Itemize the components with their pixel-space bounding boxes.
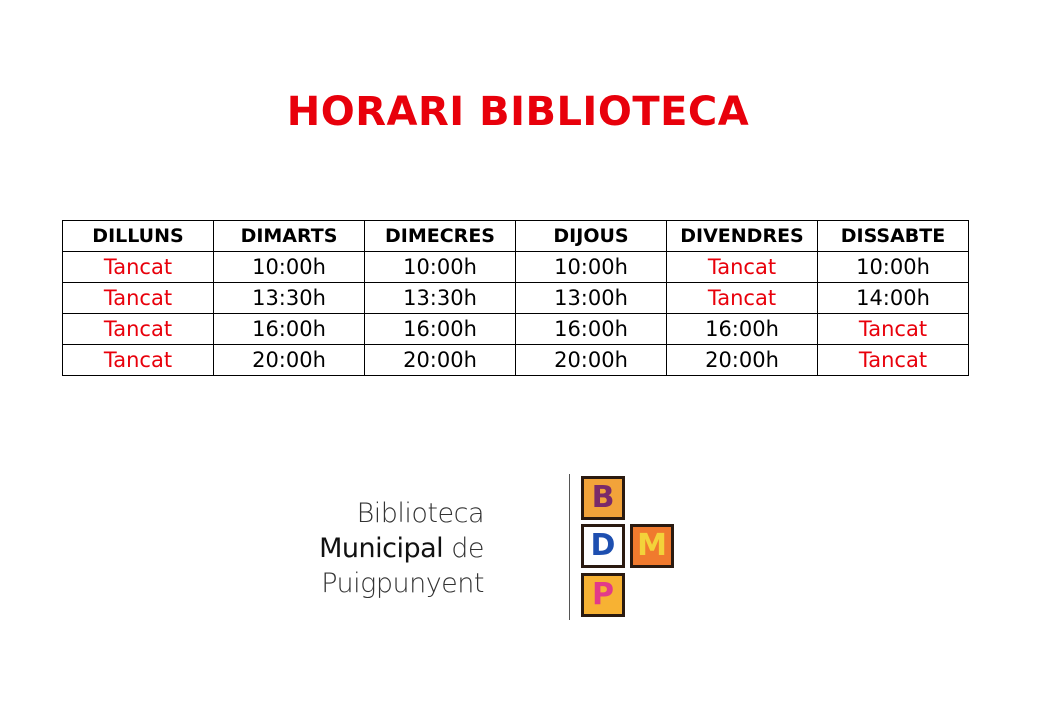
logo-line-2 (319, 531, 484, 566)
logo-line-2-strong: Municipal (319, 533, 444, 564)
table-cell: Tancat (63, 314, 214, 345)
schedule-table (62, 220, 969, 376)
table-cell: 10:00h (516, 252, 667, 283)
table-cell: 14:00h (818, 283, 969, 314)
table-row (63, 283, 969, 314)
logo-line-3: Puigpunyent (321, 568, 484, 599)
table-cell: Tancat (63, 345, 214, 376)
header-saturday: DISSABTE (818, 221, 969, 252)
header-friday: DIVENDRES (667, 221, 818, 252)
header-monday: DILLUNS (63, 221, 214, 252)
table-cell: 13:30h (214, 283, 365, 314)
table-cell: 13:30h (365, 283, 516, 314)
table-cell: Tancat (818, 345, 969, 376)
table-cell: 16:00h (667, 314, 818, 345)
page-title: HORARI BIBLIOTECA (286, 89, 750, 135)
logo-tile-d: D (581, 524, 625, 568)
table-cell: 10:00h (818, 252, 969, 283)
table-cell: 16:00h (365, 314, 516, 345)
table-cell: Tancat (667, 252, 818, 283)
table-row (63, 314, 969, 345)
table-cell: 16:00h (214, 314, 365, 345)
logo-line-1: Biblioteca (356, 498, 484, 529)
table-cell: 16:00h (516, 314, 667, 345)
table-cell: Tancat (63, 252, 214, 283)
table-cell: 10:00h (365, 252, 516, 283)
logo-line-2-rest: de (443, 533, 484, 564)
library-logo (319, 472, 678, 622)
table-cell: 20:00h (667, 345, 818, 376)
table-cell: 10:00h (214, 252, 365, 283)
header-thursday: DIJOUS (516, 221, 667, 252)
table-cell: Tancat (667, 283, 818, 314)
table-row (63, 345, 969, 376)
table-cell: Tancat (63, 283, 214, 314)
table-header-row (63, 221, 969, 252)
logo-tile-m: M (630, 524, 674, 568)
header-tuesday: DIMARTS (214, 221, 365, 252)
table-cell: Tancat (818, 314, 969, 345)
table-cell: 20:00h (365, 345, 516, 376)
table-row (63, 252, 969, 283)
table-cell: 20:00h (516, 345, 667, 376)
table-cell: 13:00h (516, 283, 667, 314)
header-wednesday: DIMECRES (365, 221, 516, 252)
logo-tile-p: P (581, 573, 625, 617)
logo-wordmark (319, 496, 484, 601)
logo-tile-b: B (581, 476, 625, 520)
logo-divider (569, 474, 570, 620)
table-cell: 20:00h (214, 345, 365, 376)
